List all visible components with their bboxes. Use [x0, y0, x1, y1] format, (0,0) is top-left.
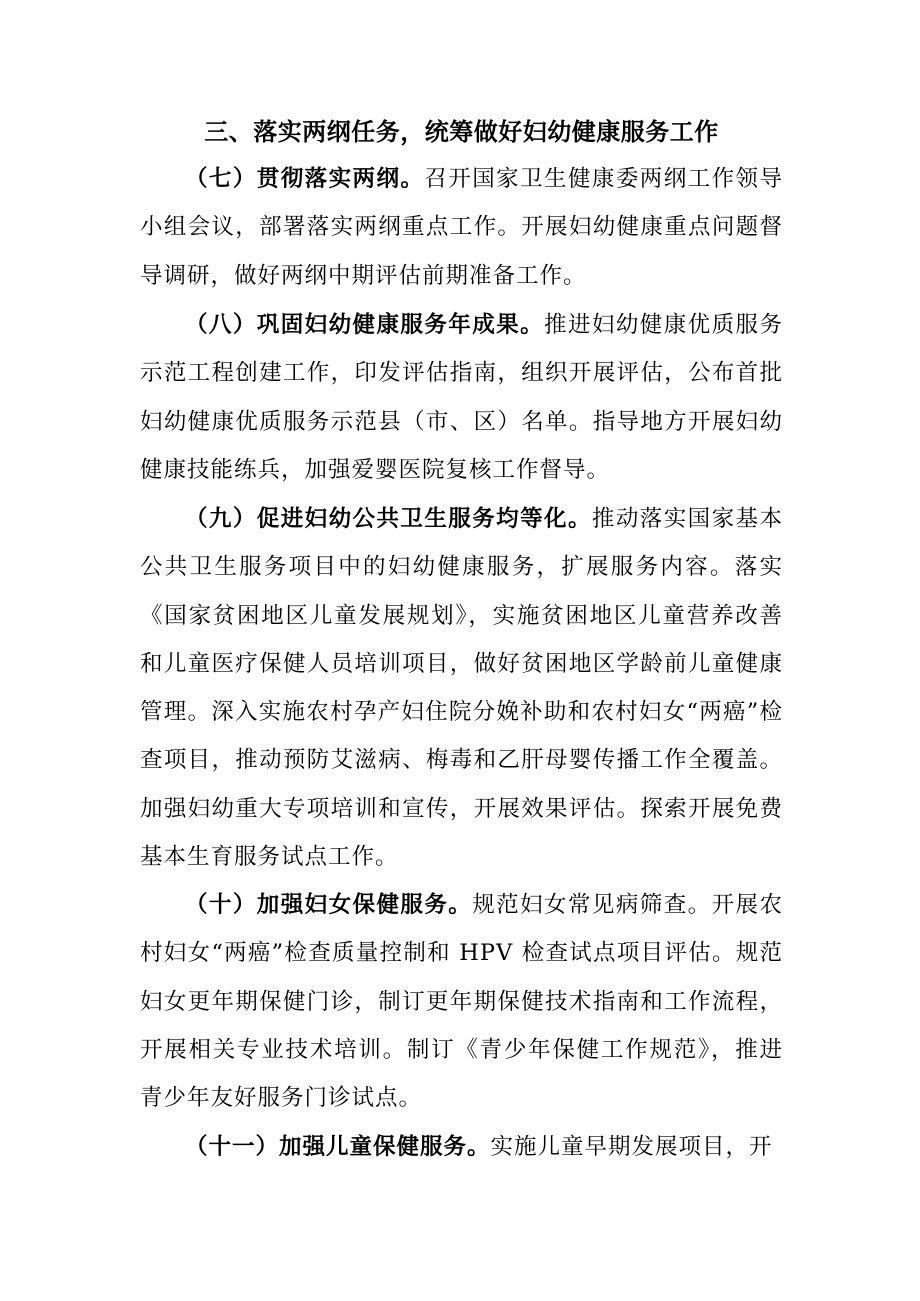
paragraph-text: 规范妇女常见病筛查。开展农村妇女“两癌”检查质量控制和 HPV 检查试点项目评估。规范妇女更年期保健门诊，制订更年期保健技术指南和工作流程，开展相关专业技术培训。制订《青少年保健工作规范》，推进青少年友好服务门诊试点。 — [140, 892, 783, 1112]
paragraph-text: 实施儿童早期发展项目，开 — [490, 1134, 773, 1160]
paragraph-7 — [140, 155, 783, 300]
paragraph-9 — [140, 495, 783, 881]
paragraph-text: 召开国家卫生健康委两纲工作领导小组会议，部署落实两纲重点工作。开展妇幼健康重点问题督导调研，做好两纲中期评估前期准备工作。 — [140, 166, 783, 289]
paragraph-8 — [140, 301, 783, 494]
paragraph-text: 推进妇幼健康优质服务示范工程创建工作，印发评估指南，组织开展评估，公布首批妇幼健康优质服务示范县（市、区）名单。指导地方开展妇幼健康技能练兵，加强爱婴医院复核工作督导。 — [140, 312, 783, 483]
paragraph-lead: （八）巩固妇幼健康服务年成果。 — [185, 312, 545, 338]
section-heading: 三、落实两纲任务，统筹做好妇幼健康服务工作 — [204, 118, 719, 146]
paragraph-11 — [140, 1123, 783, 1171]
paragraph-lead: （十）加强妇女保健服务。 — [185, 892, 473, 918]
paragraph-text: 推动落实国家基本公共卫生服务项目中的妇幼健康服务，扩展服务内容。落实《国家贫困地区儿童发展规划》，实施贫困地区儿童营养改善和儿童医疗保健人员培训项目，做好贫困地区学龄前儿童健康管理。深入实施农村孕产妇住院分娩补助和农村妇女“两癌”检查项目，推动预防艾滋病、梅毒和乙肝母婴传播工作全覆盖。加强妇幼重大专项培训和宣传，开展效果评估。探索开展免费基本生育服务试点工作。 — [140, 506, 783, 871]
paragraph-lead: （七）贯彻落实两纲。 — [185, 166, 425, 192]
paragraph-lead: （十一）加强儿童保健服务。 — [185, 1134, 491, 1160]
paragraph-lead: （九）促进妇幼公共卫生服务均等化。 — [185, 506, 592, 532]
paragraph-10 — [140, 881, 783, 1122]
